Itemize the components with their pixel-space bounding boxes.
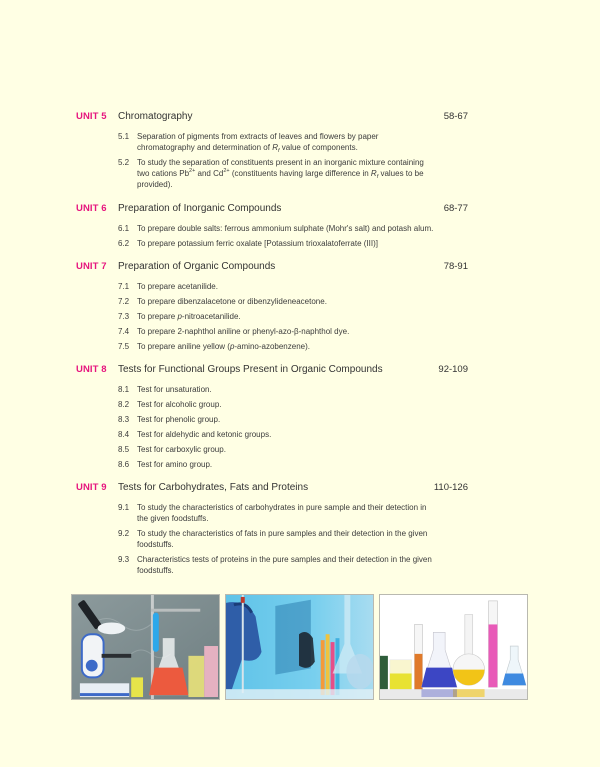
- beakers-icon: [380, 595, 527, 699]
- unit-6: [76, 203, 466, 249]
- unit-9: [76, 482, 466, 576]
- list-item: [118, 131, 466, 153]
- item-text: To prepare acetanilide.: [137, 282, 218, 291]
- item-text: To prepare potassium ferric oxalate [Potassium trioxalatoferrate (III)]: [137, 239, 378, 248]
- list-item: [118, 311, 466, 322]
- glassware-colored-liquids-photo: [379, 594, 528, 700]
- item-number: 8.1: [118, 385, 130, 394]
- item-text: To study the characteristics of fats in pure samples and their detection in the given foodstuffs.: [137, 529, 428, 549]
- unit-label: UNIT 7: [76, 261, 107, 272]
- item-number: 7.2: [118, 297, 130, 306]
- list-item: [118, 326, 466, 337]
- unit-header: [76, 261, 466, 276]
- lab-researcher-blue-photo: [225, 594, 374, 700]
- item-text: To prepare double salts: ferrous ammonium sulphate (Mohr's salt) and potash alum.: [137, 224, 434, 233]
- list-item: [118, 554, 466, 576]
- list-item: [118, 528, 466, 550]
- unit-title[interactable]: Preparation of Organic Compounds: [118, 261, 276, 272]
- list-item: [118, 157, 466, 190]
- unit-label: UNIT 5: [76, 111, 107, 122]
- item-text: Test for phenolic group.: [137, 415, 221, 424]
- unit-header: [76, 111, 466, 126]
- list-item: [118, 414, 466, 425]
- list-item: [118, 296, 466, 307]
- microscope-icon: [72, 595, 219, 699]
- unit-pages: 58-67: [443, 111, 468, 122]
- item-text: To study the characteristics of carbohydrates in pure sample and their detection in the given foodstuffs.: [137, 503, 427, 523]
- unit-title[interactable]: Tests for Functional Groups Present in Organic Compounds: [118, 364, 383, 375]
- item-text: Characteristics tests of proteins in the pure samples and their detection in the given foodstuffs.: [137, 555, 432, 575]
- item-number: 6.1: [118, 224, 130, 233]
- unit-label: UNIT 9: [76, 482, 107, 493]
- unit-pages: 110-126: [433, 482, 468, 493]
- list-item: [118, 429, 466, 440]
- item-number: 9.1: [118, 503, 130, 512]
- item-text: To prepare aniline yellow (p-amino-azobenzene).: [137, 342, 310, 351]
- unit-label: UNIT 8: [76, 364, 107, 375]
- item-number: 7.1: [118, 282, 130, 291]
- unit-header: [76, 364, 466, 379]
- list-item: [118, 384, 466, 395]
- unit-label: UNIT 6: [76, 203, 107, 214]
- item-text: Test for alcoholic group.: [137, 400, 222, 409]
- unit-pages: 68-77: [443, 203, 468, 214]
- list-item: [118, 444, 466, 455]
- item-number: 7.5: [118, 342, 130, 351]
- unit-title[interactable]: Chromatography: [118, 111, 193, 122]
- item-text: To prepare dibenzalacetone or dibenzylideneacetone.: [137, 297, 327, 306]
- list-item: [118, 399, 466, 410]
- item-text: Test for unsaturation.: [137, 385, 212, 394]
- item-text: Test for amino group.: [137, 460, 213, 469]
- table-of-contents: [76, 111, 466, 590]
- list-item: [118, 281, 466, 292]
- list-item: [118, 502, 466, 524]
- unit-header: [76, 482, 466, 497]
- unit-pages: 78-91: [443, 261, 468, 272]
- item-number: 8.2: [118, 400, 130, 409]
- item-text: To study the separation of constituents present in an inorganic mixture containing two cations $Pb^{2+}$ and $Cd^{2+}$ (constituents having large difference in $R_f$ values to be provided).: [137, 158, 424, 189]
- item-number: 5.1: [118, 132, 130, 141]
- test-tubes-icon: [226, 595, 373, 699]
- unit-8: [76, 364, 466, 470]
- microscope-and-flasks-photo: [71, 594, 220, 700]
- item-text: Separation of pigments from extracts of leaves and flowers by paper chromatography and determination of $R_f$ value of components.: [137, 132, 379, 154]
- item-number: 9.2: [118, 529, 130, 538]
- list-item: [118, 223, 466, 234]
- item-number: 9.3: [118, 555, 130, 564]
- unit-title[interactable]: Tests for Carbohydrates, Fats and Proteins: [118, 482, 309, 493]
- item-number: 5.2: [118, 158, 130, 167]
- item-number: 7.3: [118, 312, 130, 321]
- item-number: 8.5: [118, 445, 130, 454]
- item-number: 8.6: [118, 460, 130, 469]
- list-item: [118, 341, 466, 352]
- unit-title[interactable]: Preparation of Inorganic Compounds: [118, 203, 282, 214]
- item-number: 7.4: [118, 327, 130, 336]
- list-item: [118, 238, 466, 249]
- item-number: 8.3: [118, 415, 130, 424]
- item-number: 6.2: [118, 239, 130, 248]
- list-item: [118, 459, 466, 470]
- unit-header: [76, 203, 466, 218]
- unit-7: [76, 261, 466, 352]
- item-number: 8.4: [118, 430, 130, 439]
- item-text: To prepare 2-naphthol aniline or phenyl-azo-β-naphthol dye.: [137, 327, 350, 336]
- item-text: To prepare p-nitroacetanilide.: [137, 312, 241, 321]
- unit-pages: 92-109: [438, 364, 468, 375]
- unit-5: [76, 111, 466, 190]
- item-text: Test for aldehydic and ketonic groups.: [137, 430, 272, 439]
- item-text: Test for carboxylic group.: [137, 445, 226, 454]
- photo-strip: [71, 594, 528, 700]
